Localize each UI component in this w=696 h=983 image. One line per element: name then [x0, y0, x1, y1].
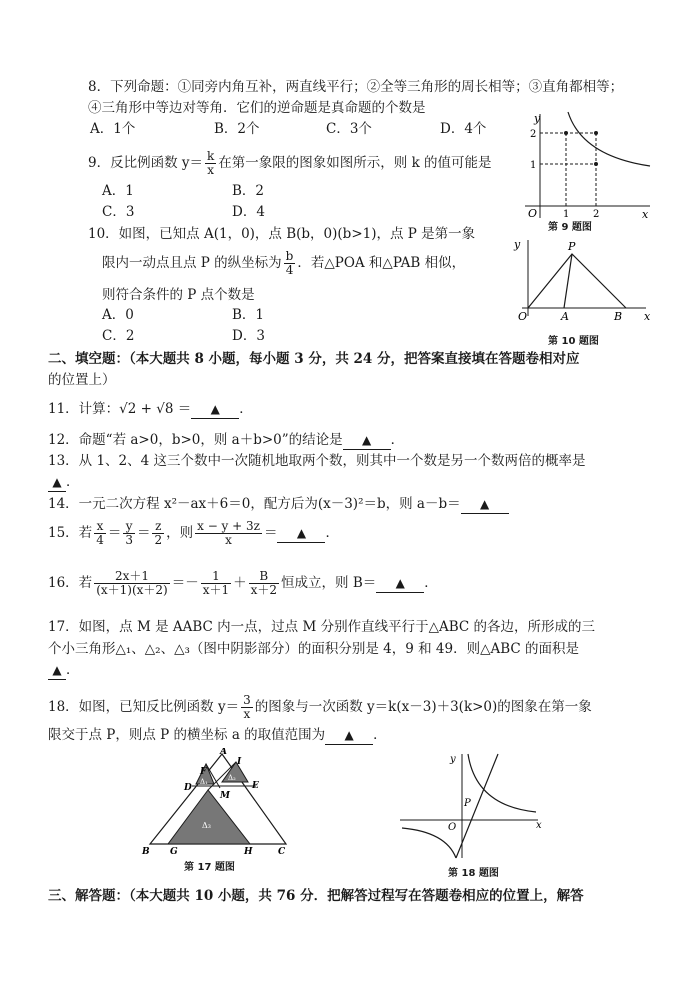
figure-10 [506, 236, 656, 326]
q18-line2-pre: 限交于点 P，则点 P 的横坐标 a 的取值范围为 [48, 727, 326, 743]
q15-f1-den: 4 [96, 533, 104, 547]
q17-line3 [48, 661, 80, 680]
q11-stem: 11．计算：√2 + √8 ＝ [48, 401, 192, 417]
fig10-label-y: y [514, 238, 521, 251]
fig18-label-y: y [450, 754, 456, 765]
fig18-label-p: P [464, 798, 471, 809]
q15-blank-mark: ▲ [296, 526, 307, 540]
q15-pre: 15．若 [48, 525, 93, 541]
q9-frac-num: k [207, 149, 215, 163]
section-2-heading: 二、填空题：（本大题共 8 小题，每小题 3 分，共 24 分，把答案直接填在答题卷相对应 [48, 351, 580, 367]
q18-frac-num: 3 [243, 693, 251, 707]
q18-frac-den: x [243, 707, 251, 721]
q11-answer-blank [191, 400, 239, 419]
q11-end: ． [239, 401, 253, 417]
q18-mid: 的图象与一次函数 y＝k(x－3)＋3(k>0)的图象在第一象 [254, 699, 592, 715]
fig10-label-a: A [561, 310, 569, 323]
fig17-label-b: B [142, 847, 150, 856]
q14 [48, 495, 509, 514]
fig9-label-y1: 1 [530, 160, 537, 171]
q15-frac-1 [94, 520, 106, 547]
fig17-label-a: A [220, 748, 227, 757]
fig17-label-i: I [237, 757, 242, 767]
fig10-label-x: x [644, 310, 651, 323]
q16-plus: ＋ [233, 575, 247, 591]
fig17-label-h: H [244, 847, 253, 856]
q10-fraction [284, 250, 296, 277]
q13-answer-blank [48, 473, 66, 492]
fig9-label-x: x [642, 208, 649, 221]
fig10-label-b: B [614, 310, 623, 323]
q16-f1-num: 2x＋1 [94, 570, 170, 584]
q9-stem [88, 150, 492, 177]
q11-blank-mark: ▲ [210, 402, 220, 416]
q13-line1: 13．从 1、2、4 这三个数中一次随机地取两个数，则其中一个数是另一个数两倍的概率是 [48, 453, 586, 469]
q18-answer-blank [325, 726, 373, 745]
q16-end: ． [424, 575, 438, 591]
q9-prefix: 9．反比例函数 y＝ [88, 155, 204, 171]
figure-9 [510, 108, 660, 230]
fig9-caption: 第 9 题图 [548, 222, 592, 233]
fig9-label-y: y [534, 112, 541, 125]
q9-fraction [205, 150, 216, 177]
q15-frac-4 [195, 520, 262, 547]
q15-f3-den: 2 [154, 533, 163, 547]
fig18-label-x: x [536, 820, 542, 831]
fig17-caption: 第 17 题图 [184, 862, 235, 873]
q15-frac-3 [152, 520, 164, 547]
q18-line2 [48, 726, 387, 745]
q17-line1: 17．如图，点 M 是 AABC 内一点，过点 M 分别作直线平行于△ABC 的各边，所形成的三 [48, 619, 595, 635]
q17-blank-mark: ▲ [52, 663, 62, 677]
q13-blank-mark: ▲ [52, 475, 62, 489]
fig18-label-o: O [448, 822, 457, 833]
q16-f2-den: x＋1 [202, 583, 230, 597]
q16-f2-num: 1 [201, 570, 231, 584]
q12-end: ． [390, 432, 405, 448]
q9-frac-den: x [207, 163, 215, 177]
fig9-point-2-2 [594, 131, 598, 135]
q8-line2: ④三角形中等边对等角．它们的逆命题是真命题的个数是 [88, 100, 426, 116]
q10-frac-den: 4 [285, 263, 294, 277]
fig9-hyperbola [568, 112, 650, 166]
q15-f3-num: z [152, 520, 164, 534]
q10-option-d: D．3 [232, 328, 265, 344]
fig17-label-t2: Δ₂ [228, 774, 236, 782]
q12-stem: 12．命题“若 a>0，b>0，则 a＋b>0”的结论是 [48, 432, 343, 448]
q13-end: ． [66, 474, 80, 490]
q15-eq3: ＝ [263, 525, 278, 541]
fig10-label-o: O [518, 310, 528, 323]
q9-option-a: A．1 [102, 183, 134, 199]
q17-line2: 个小三角形△₁、△₂、△₃（图中阴影部分）的面积分别是 4，9 和 49．则△ABC 的面积是 [48, 641, 580, 657]
q10-option-c: C．2 [102, 328, 135, 344]
fig10-caption: 第 10 题图 [548, 336, 599, 347]
q12-answer-blank [343, 431, 391, 450]
q10-line2-pre: 限内一动点且点 P 的纵坐标为 [102, 255, 282, 271]
q16-frac-3 [249, 570, 279, 597]
q16-f3-num: B [249, 570, 279, 584]
fig17-label-t3: Δ₃ [202, 821, 211, 830]
q16-frac-2 [201, 570, 231, 597]
fig18-caption: 第 18 题图 [448, 868, 499, 879]
q18-fraction [241, 694, 253, 721]
q13-line2 [48, 473, 80, 492]
q10-option-b: B．1 [232, 307, 265, 323]
fig9-label-x2: 2 [593, 209, 600, 220]
section-3-heading: 三、解答题：（本大题共 10 小题，共 76 分．把解答过程写在答题卷相应的位置上，解答 [48, 888, 584, 904]
q16-frac-1 [94, 570, 170, 597]
q16-f1-den: (x＋1)(x＋2) [96, 583, 168, 597]
fig10-triangle-sides [528, 254, 626, 308]
q16-eq: ＝－ [171, 575, 199, 591]
fig17-label-m: M [220, 791, 230, 801]
q10-line3: 则符合条件的 P 点个数是 [102, 287, 255, 303]
figure-17 [140, 748, 290, 856]
q9-suffix: 在第一象限的图象如图所示，则 k 的值可能是 [218, 155, 492, 171]
q18-blank-mark: ▲ [344, 728, 354, 742]
fig17-label-g: G [170, 847, 178, 856]
q15-end: ． [325, 525, 339, 541]
q10-line2-post: ．若△POA 和△PAB 相似， [297, 255, 466, 271]
q8-option-c: C．3个 [326, 121, 372, 137]
q16 [48, 570, 438, 597]
fig17-label-c: C [278, 847, 286, 856]
q16-f3-den: x＋2 [250, 583, 278, 597]
q18-line1 [48, 694, 592, 721]
q16-pre: 16．若 [48, 575, 93, 591]
q12-blank-mark: ▲ [362, 433, 372, 447]
q8-option-d: D．4个 [440, 121, 487, 137]
q15-mid: ，则 [166, 525, 194, 541]
q15-f1-num: x [94, 520, 106, 534]
q16-mid: 恒成立，则 B＝ [281, 575, 377, 591]
q15 [48, 520, 339, 547]
q14-blank-mark: ▲ [479, 497, 490, 511]
q9-option-b: B．2 [232, 183, 265, 199]
fig9-label-y2: 2 [530, 129, 537, 140]
q15-f2-num: y [123, 520, 135, 534]
q8-line1: 8．下列命题：①同旁内角互补，两直线平行；②全等三角形的周长相等；③直角都相等； [88, 79, 624, 95]
q14-stem: 14．一元二次方程 x²－ax＋6＝0，配方后为(x－3)²＝b，则 a－b＝ [48, 496, 461, 512]
fig9-label-o: O [528, 207, 538, 220]
q15-f2-den: 3 [125, 533, 133, 547]
fig17-delta3 [168, 790, 250, 844]
q12 [48, 431, 404, 450]
q17-answer-blank [48, 661, 66, 680]
fig17-label-d: D [184, 783, 192, 793]
fig10-label-p: P [568, 240, 576, 253]
q10-frac-num: b [285, 249, 294, 263]
fig17-label-f: F [200, 767, 207, 777]
q10-line1: 10．如图，已知点 A(1，0)，点 B(b，0)(b>1)，点 P 是第一象 [88, 226, 476, 242]
figure-18 [398, 750, 546, 860]
q15-f4-den: x [225, 533, 232, 547]
q10-line2 [102, 250, 465, 277]
fig17-label-t1: Δ₁ [200, 778, 208, 786]
fig9-point-2-1 [594, 162, 598, 166]
q15-f4-num: x − y + 3z [197, 519, 260, 533]
q8-option-b: B．2个 [214, 121, 260, 137]
q15-answer-blank [277, 524, 325, 543]
q9-option-c: C．3 [102, 204, 135, 220]
q18-pre: 18．如图，已知反比例函数 y＝ [48, 699, 240, 715]
q17-end: ． [66, 662, 80, 678]
q15-eq1: ＝ [107, 525, 122, 541]
q15-frac-2 [123, 520, 135, 547]
fig17-label-e: E [252, 781, 259, 791]
q11 [48, 400, 253, 419]
q18-end: ． [373, 727, 387, 743]
q9-option-d: D．4 [232, 204, 265, 220]
q10-option-a: A．0 [102, 307, 134, 323]
section-2-heading-cont: 的位置上） [48, 372, 116, 388]
q8-option-a: A．1个 [90, 121, 136, 137]
q16-answer-blank [376, 574, 424, 593]
q15-eq2: ＝ [136, 525, 151, 541]
q14-answer-blank [461, 495, 509, 514]
fig9-point-1-2 [564, 131, 568, 135]
q16-blank-mark: ▲ [395, 576, 405, 590]
fig9-label-x1: 1 [563, 209, 570, 220]
